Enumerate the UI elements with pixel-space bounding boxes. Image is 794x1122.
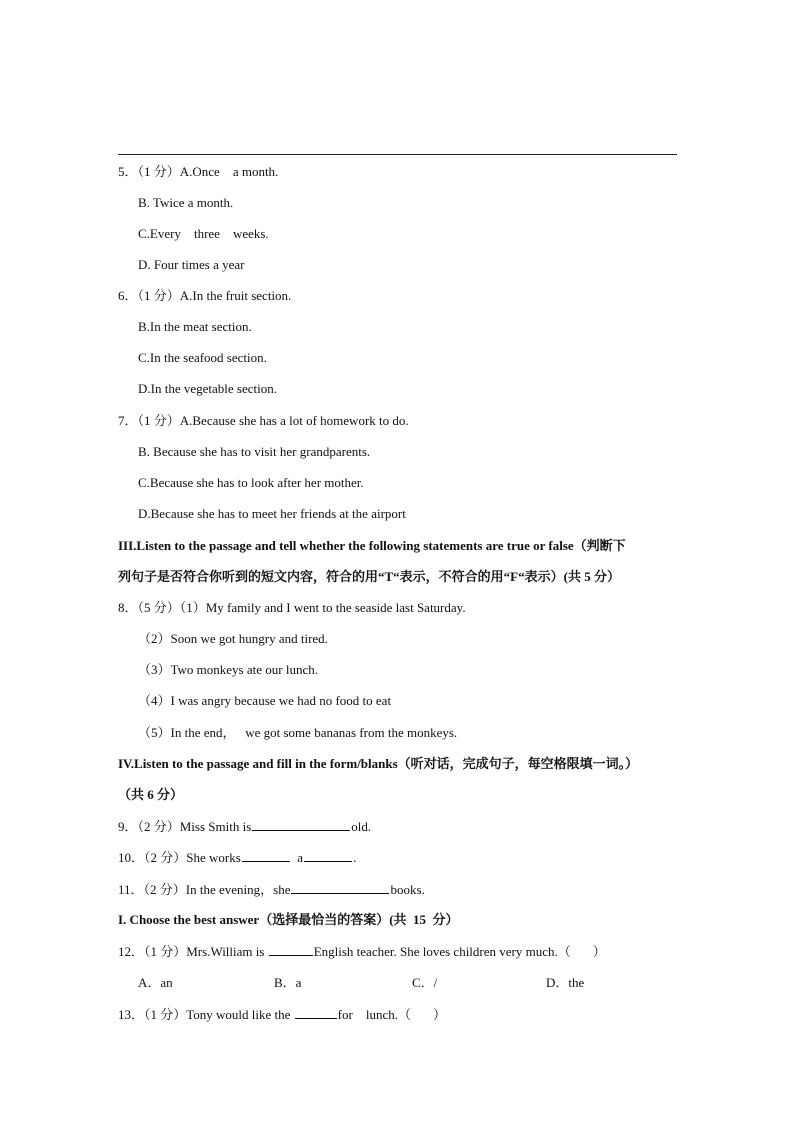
question-13	[118, 1006, 446, 1023]
section-3-heading-line-1: III.Listen to the passage and tell whether the following statements are true or false（判断下	[118, 538, 626, 553]
question-13-text: for lunch.（	[337, 1007, 411, 1022]
question-9-blank[interactable]	[252, 818, 350, 831]
question-9	[118, 818, 371, 835]
question-8-statement-2: （2）Soon we got hungry and tired.	[138, 631, 328, 646]
question-11-prefix: 11．（2 分）In the evening，she	[118, 882, 291, 897]
question-12-option-c: C．/	[412, 975, 438, 990]
question-10	[118, 849, 356, 866]
question-7-option-c: C.Because she has to look after her mother.	[138, 475, 364, 490]
question-12-option-b: B．a	[274, 975, 302, 990]
question-6-option-c: C.In the seafood section.	[138, 350, 267, 365]
question-10-blank-2[interactable]	[304, 849, 352, 862]
section-4-heading-line-1: IV.Listen to the passage and fill in the form/blanks（听对话，完成句子，每空格限填一词。）	[118, 756, 639, 771]
section-4-heading-line-2: （共 6 分）	[118, 787, 184, 802]
section-3-heading-line-2: 列句子是否符合你听到的短文内容，符合的用“T“表示，不符合的用“F“表示）(共 5 分）	[118, 569, 620, 584]
question-5-option-c: C.Every three weeks.	[138, 226, 269, 241]
question-13-close: ）	[432, 1007, 446, 1022]
question-9-prefix: 9．（2 分）Miss Smith is	[118, 819, 252, 834]
question-9-suffix: old.	[351, 819, 372, 834]
question-12-close: ）	[592, 944, 606, 959]
question-12-text: English teacher. She loves children very much.（	[313, 944, 571, 959]
question-5-stem: 5．（1 分）A.Once a month.	[118, 164, 279, 179]
question-7-option-b: B. Because she has to visit her grandparents.	[138, 444, 371, 459]
question-8-statement-3: （3）Two monkeys ate our lunch.	[138, 662, 318, 677]
question-7-option-d: D.Because she has to meet her friends at the airport	[138, 506, 406, 521]
question-8-statement-4: （4）I was angry because we had no food to eat	[138, 693, 392, 708]
question-10-middle: a	[290, 850, 304, 865]
question-6-stem: 6．（1 分）A.In the fruit section.	[118, 288, 292, 303]
section-1-heading: I. Choose the best answer（选择最恰当的答案）(共 15 分）	[118, 912, 459, 927]
question-7-stem: 7．（1 分）A.Because she has a lot of homework to do.	[118, 413, 409, 428]
question-6-option-b: B.In the meat section.	[138, 319, 252, 334]
question-12-blank[interactable]	[269, 943, 313, 956]
question-11	[118, 881, 425, 898]
question-10-prefix: 10．（2 分）She works	[118, 850, 241, 865]
question-10-suffix: .	[353, 850, 357, 865]
question-13-blank[interactable]	[295, 1006, 337, 1019]
header-rule	[118, 154, 677, 155]
question-5-option-b: B. Twice a month.	[138, 195, 234, 210]
question-13-prefix: 13．（1 分）Tony would like the	[118, 1007, 294, 1022]
question-12-option-d: D．the	[546, 975, 585, 990]
question-5-option-d: D. Four times a year	[138, 257, 245, 272]
question-10-blank-1[interactable]	[242, 849, 290, 862]
question-8-statement-5: （5）In the end， we got some bananas from the monkeys.	[138, 725, 458, 740]
question-8-statement-1: 8．（5 分）（1）My family and I went to the seaside last Saturday.	[118, 600, 466, 615]
question-11-blank[interactable]	[291, 881, 389, 894]
question-12	[118, 943, 606, 960]
question-12-option-a: A．an	[138, 975, 173, 990]
question-12-prefix: 12．（1 分）Mrs.William is	[118, 944, 268, 959]
question-11-suffix: books.	[390, 882, 425, 897]
question-6-option-d: D.In the vegetable section.	[138, 381, 277, 396]
